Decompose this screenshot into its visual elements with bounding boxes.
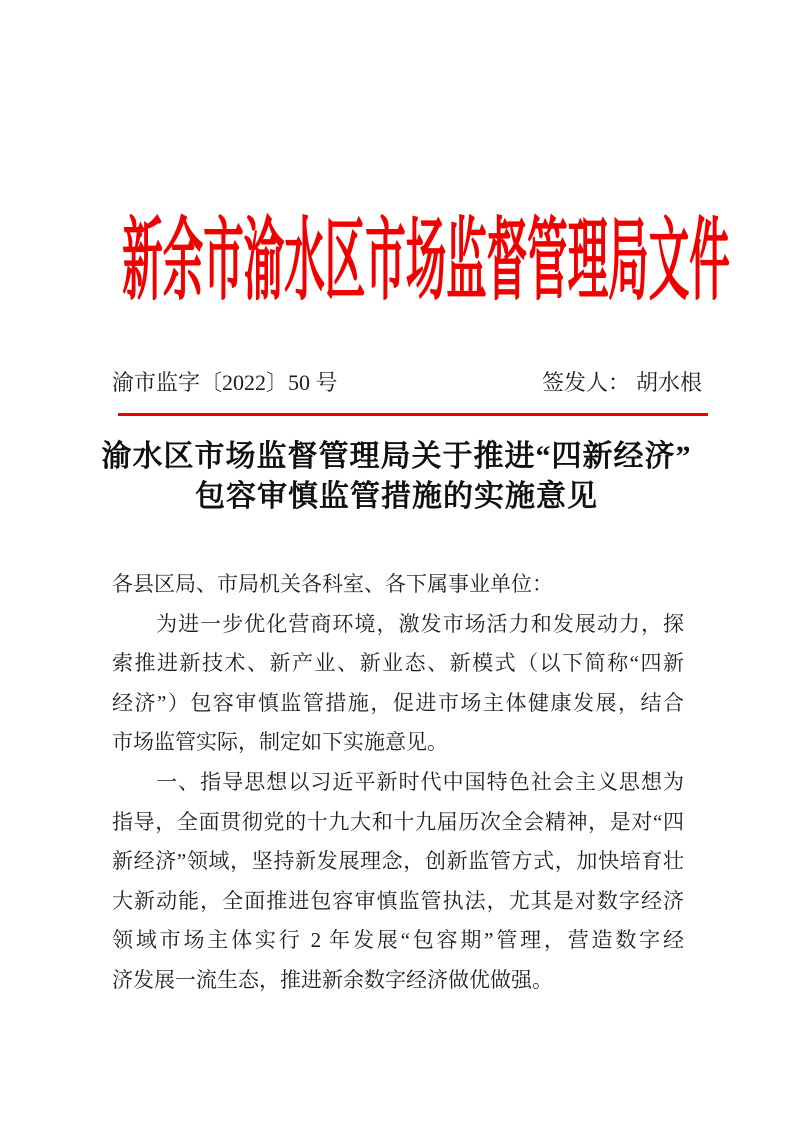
body-line: 经济”）包容审慎监管措施，促进市场主体健康发展，结合 bbox=[112, 690, 684, 715]
signer bbox=[542, 370, 702, 396]
body-line: 指导，全面贯彻党的十九大和十九届历次全会精神，是对“四 bbox=[112, 809, 684, 834]
body-line: 新经济”领域，坚持新发展理念，创新监管方式，加快培育壮 bbox=[112, 849, 684, 874]
body-line: 市场监管实际，制定如下实施意见。 bbox=[112, 730, 448, 755]
document-title-line: 渝水区市场监督管理局关于推进“四新经济” bbox=[101, 440, 692, 473]
letterhead-title: 新余市渝水区市场监督管理局文件 bbox=[121, 212, 730, 311]
document-meta-row bbox=[112, 370, 702, 396]
document-number: 渝市监字〔2022〕50 号 bbox=[112, 370, 338, 395]
document-title-line: 包容审慎监管措施的实施意见 bbox=[195, 480, 598, 513]
body-line: 一、指导思想以习近平新时代中国特色社会主义思想为 bbox=[112, 769, 684, 794]
body-line: 各县区局、市局机关各科室、各下属事业单位： bbox=[112, 572, 553, 596]
document-body bbox=[112, 565, 684, 1001]
body-line: 领域市场主体实行 2 年发展“包容期”管理，营造数字经 bbox=[112, 928, 684, 953]
body-line: 济发展一流生态，推进新余数字经济做优做强。 bbox=[112, 967, 553, 992]
signer-name: 胡水根 bbox=[635, 370, 702, 395]
signer-label: 签发人： bbox=[541, 370, 630, 395]
body-line: 大新动能，全面推进包容审慎监管执法，尤其是对数字经济 bbox=[112, 888, 684, 913]
body-line: 为进一步优化营商环境，激发市场活力和发展动力，探 bbox=[112, 611, 684, 636]
document-title bbox=[56, 437, 737, 517]
body-line: 索推进新技术、新产业、新业态、新模式（以下简称“四新 bbox=[112, 651, 684, 676]
red-divider-line bbox=[118, 413, 708, 416]
